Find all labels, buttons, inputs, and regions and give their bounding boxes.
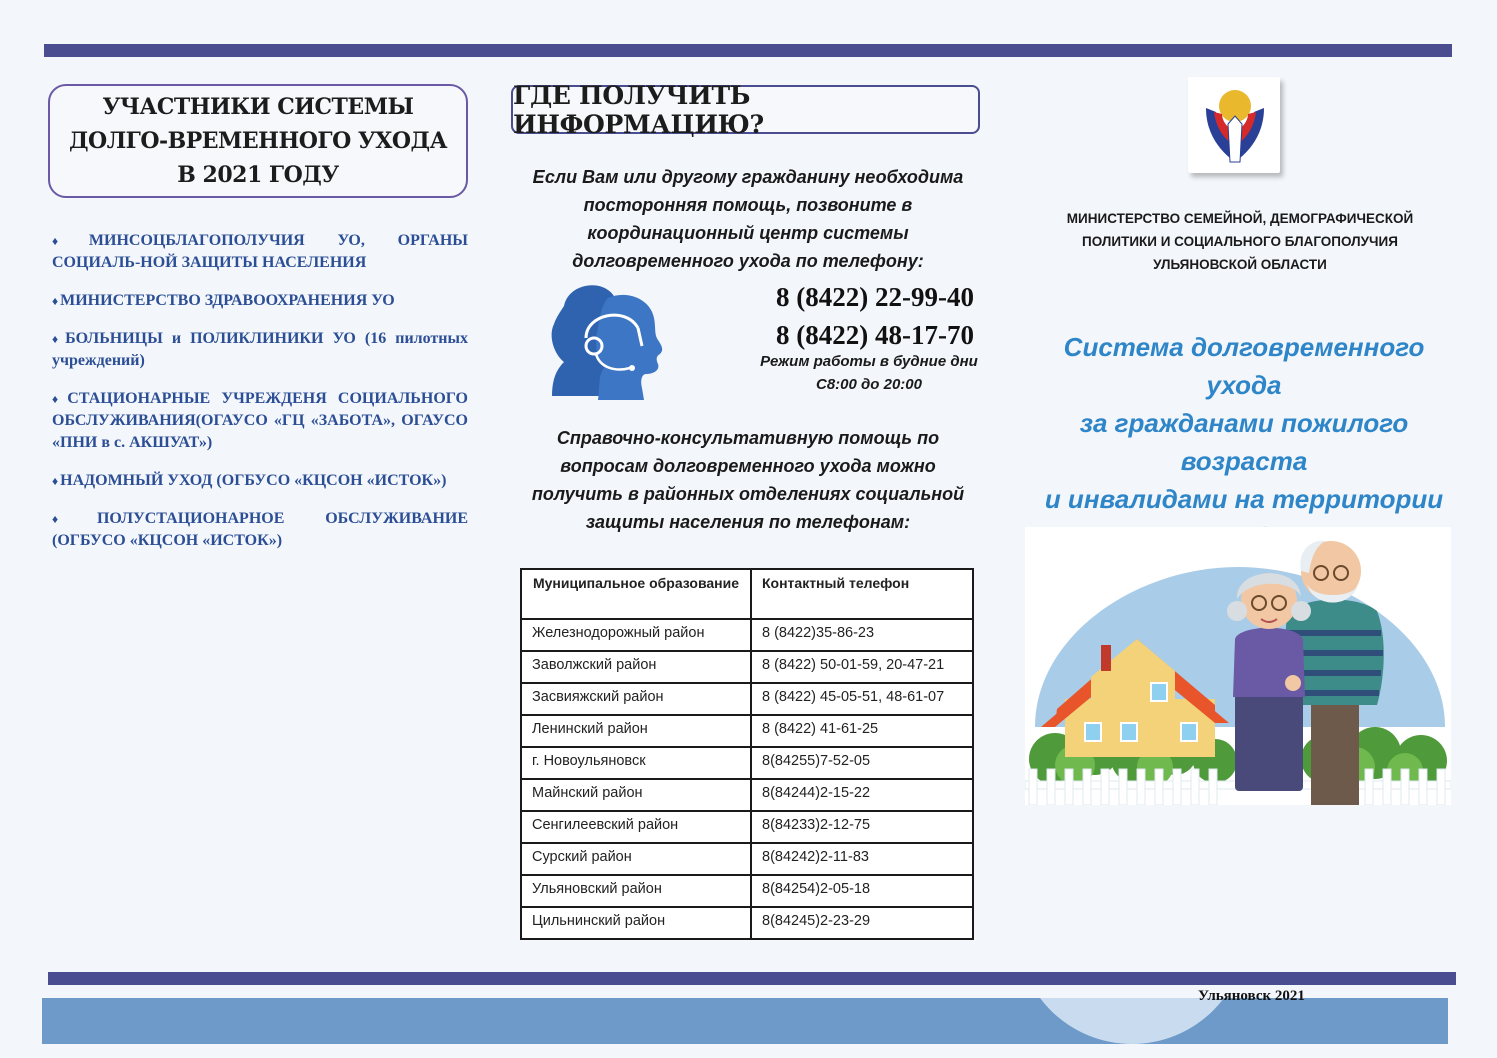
elderly-couple-illustration bbox=[1025, 527, 1451, 805]
table-row bbox=[521, 907, 973, 939]
municipality-cell: Ульяновский район bbox=[521, 875, 751, 907]
info-title-box bbox=[511, 80, 980, 139]
table-header-row bbox=[521, 569, 973, 619]
participant-item: ♦ СТАЦИОНАРНЫЕ УЧРЕЖДЕНЯ СОЦИАЛЬНОГО ОБСЛУЖИВАНИЯ(ОГАУСО «ГЦ «ЗАБОТА», ОГАУСО «ПНИ в с. АКШУАТ») bbox=[52, 390, 468, 451]
phone-cell: 8(84245)2-23-29 bbox=[751, 907, 973, 939]
participant-item: ♦ НАДОМНЫЙ УХОД (ОГБУСО «КЦСОН «ИСТОК») bbox=[52, 472, 447, 489]
phone-cell: 8(84244)2-15-22 bbox=[751, 779, 973, 811]
consult-text: Справочно-консультативную помощь по вопросам долговременного ухода можно получить в районных отделениях социальной защиты населения по телефонам: bbox=[531, 428, 965, 532]
bottom-divider-bar bbox=[48, 972, 1456, 985]
municipality-cell: Майнский район bbox=[521, 779, 751, 811]
table-row bbox=[521, 651, 973, 683]
ministry-name: МИНИСТЕРСТВО СЕМЕЙНОЙ, ДЕМОГРАФИЧЕСКОЙ ПОЛИТИКИ И СОЦИАЛЬНОГО БЛАГОПОЛУЧИЯ УЛЬЯНОВСКОЙ ОБЛАСТИ bbox=[1066, 211, 1414, 272]
phone-cell: 8 (8422)35-86-23 bbox=[751, 619, 973, 651]
header-phone: Контактный телефон bbox=[751, 569, 973, 619]
participant-item: ♦ МИНСОЦБЛАГОПОЛУЧИЯ УО, ОРГАНЫ СОЦИАЛЬ-НОЙ ЗАЩИТЫ НАСЕЛЕНИЯ bbox=[52, 232, 468, 271]
municipality-cell: Сенгилеевский район bbox=[521, 811, 751, 843]
table-row bbox=[521, 843, 973, 875]
contacts-table bbox=[520, 568, 974, 940]
top-divider-bar bbox=[44, 44, 1452, 57]
table-row bbox=[521, 747, 973, 779]
phone-cell: 8(84242)2-11-83 bbox=[751, 843, 973, 875]
header-municipality: Муниципальное образование bbox=[521, 569, 751, 619]
info-title: ГДЕ ПОЛУЧИТЬ ИНФОРМАЦИЮ? bbox=[513, 80, 764, 139]
phone-cell: 8 (8422) 41-61-25 bbox=[751, 715, 973, 747]
working-hours: Режим работы в будние дни С8:00 до 20:00 bbox=[760, 353, 978, 393]
municipality-cell: Сурский район bbox=[521, 843, 751, 875]
municipality-cell: Цильнинский район bbox=[521, 907, 751, 939]
participant-item: ♦ ПОЛУСТАЦИОНАРНОЕ ОБСЛУЖИВАНИЕ (ОГБУСО «КЦСОН «ИСТОК») bbox=[52, 510, 468, 549]
municipality-cell: г. Новоульяновск bbox=[521, 747, 751, 779]
ministry-emblem-icon bbox=[1200, 86, 1270, 164]
participants-title-box bbox=[48, 84, 468, 198]
phone-cell: 8(84254)2-05-18 bbox=[751, 875, 973, 907]
participant-item: ♦ МИНИСТЕРСТВО ЗДРАВООХРАНЕНИЯ УО bbox=[52, 292, 395, 309]
phone-cell: 8(84255)7-52-05 bbox=[751, 747, 973, 779]
table-row bbox=[521, 619, 973, 651]
diamond-bullet-icon: ♦ bbox=[52, 332, 64, 346]
diamond-bullet-icon: ♦ bbox=[52, 294, 59, 308]
diamond-bullet-icon: ♦ bbox=[52, 392, 66, 406]
participants-title: УЧАСТНИКИ СИСТЕМЫ ДОЛГО-ВРЕМЕННОГО УХОДА В 2021 ГОДУ bbox=[68, 94, 447, 188]
phone-number[interactable]: 8 (8422) 22-99-40 bbox=[776, 282, 974, 312]
diamond-bullet-icon: ♦ bbox=[52, 234, 87, 248]
phone-cell: 8 (8422) 50-01-59, 20-47-21 bbox=[751, 651, 973, 683]
phone-cell: 8(84233)2-12-75 bbox=[751, 811, 973, 843]
coordination-phones bbox=[760, 278, 974, 354]
diamond-bullet-icon: ♦ bbox=[52, 512, 95, 526]
table-row bbox=[521, 875, 973, 907]
phone-number[interactable]: 8 (8422) 48-17-70 bbox=[776, 320, 974, 350]
municipality-cell: Железнодорожный район bbox=[521, 619, 751, 651]
intro-text: Если Вам или другому гражданину необходима посторонняя помощь, позвоните в координационный центр системы долговременного ухода по телефону: bbox=[532, 167, 964, 271]
participant-item: ♦ БОЛЬНИЦЫ и ПОЛИКЛИНИКИ УО (16 пилотных учреждений) bbox=[52, 330, 469, 369]
participants-list bbox=[52, 230, 468, 568]
footer-year: Ульяновск 2021 bbox=[1198, 988, 1305, 1004]
headset-people-icon bbox=[546, 276, 674, 408]
table-row bbox=[521, 811, 973, 843]
table-row bbox=[521, 779, 973, 811]
municipality-cell: Засвияжский район bbox=[521, 683, 751, 715]
municipality-cell: Заволжский район bbox=[521, 651, 751, 683]
table-row bbox=[521, 715, 973, 747]
table-row bbox=[521, 683, 973, 715]
diamond-bullet-icon: ♦ bbox=[52, 474, 59, 488]
phone-cell: 8 (8422) 45-05-51, 48-61-07 bbox=[751, 683, 973, 715]
municipality-cell: Ленинский район bbox=[521, 715, 751, 747]
system-title: Система долговременного ухода за гражданами пожилого возраста и инвалидами на территории bbox=[1044, 332, 1444, 514]
